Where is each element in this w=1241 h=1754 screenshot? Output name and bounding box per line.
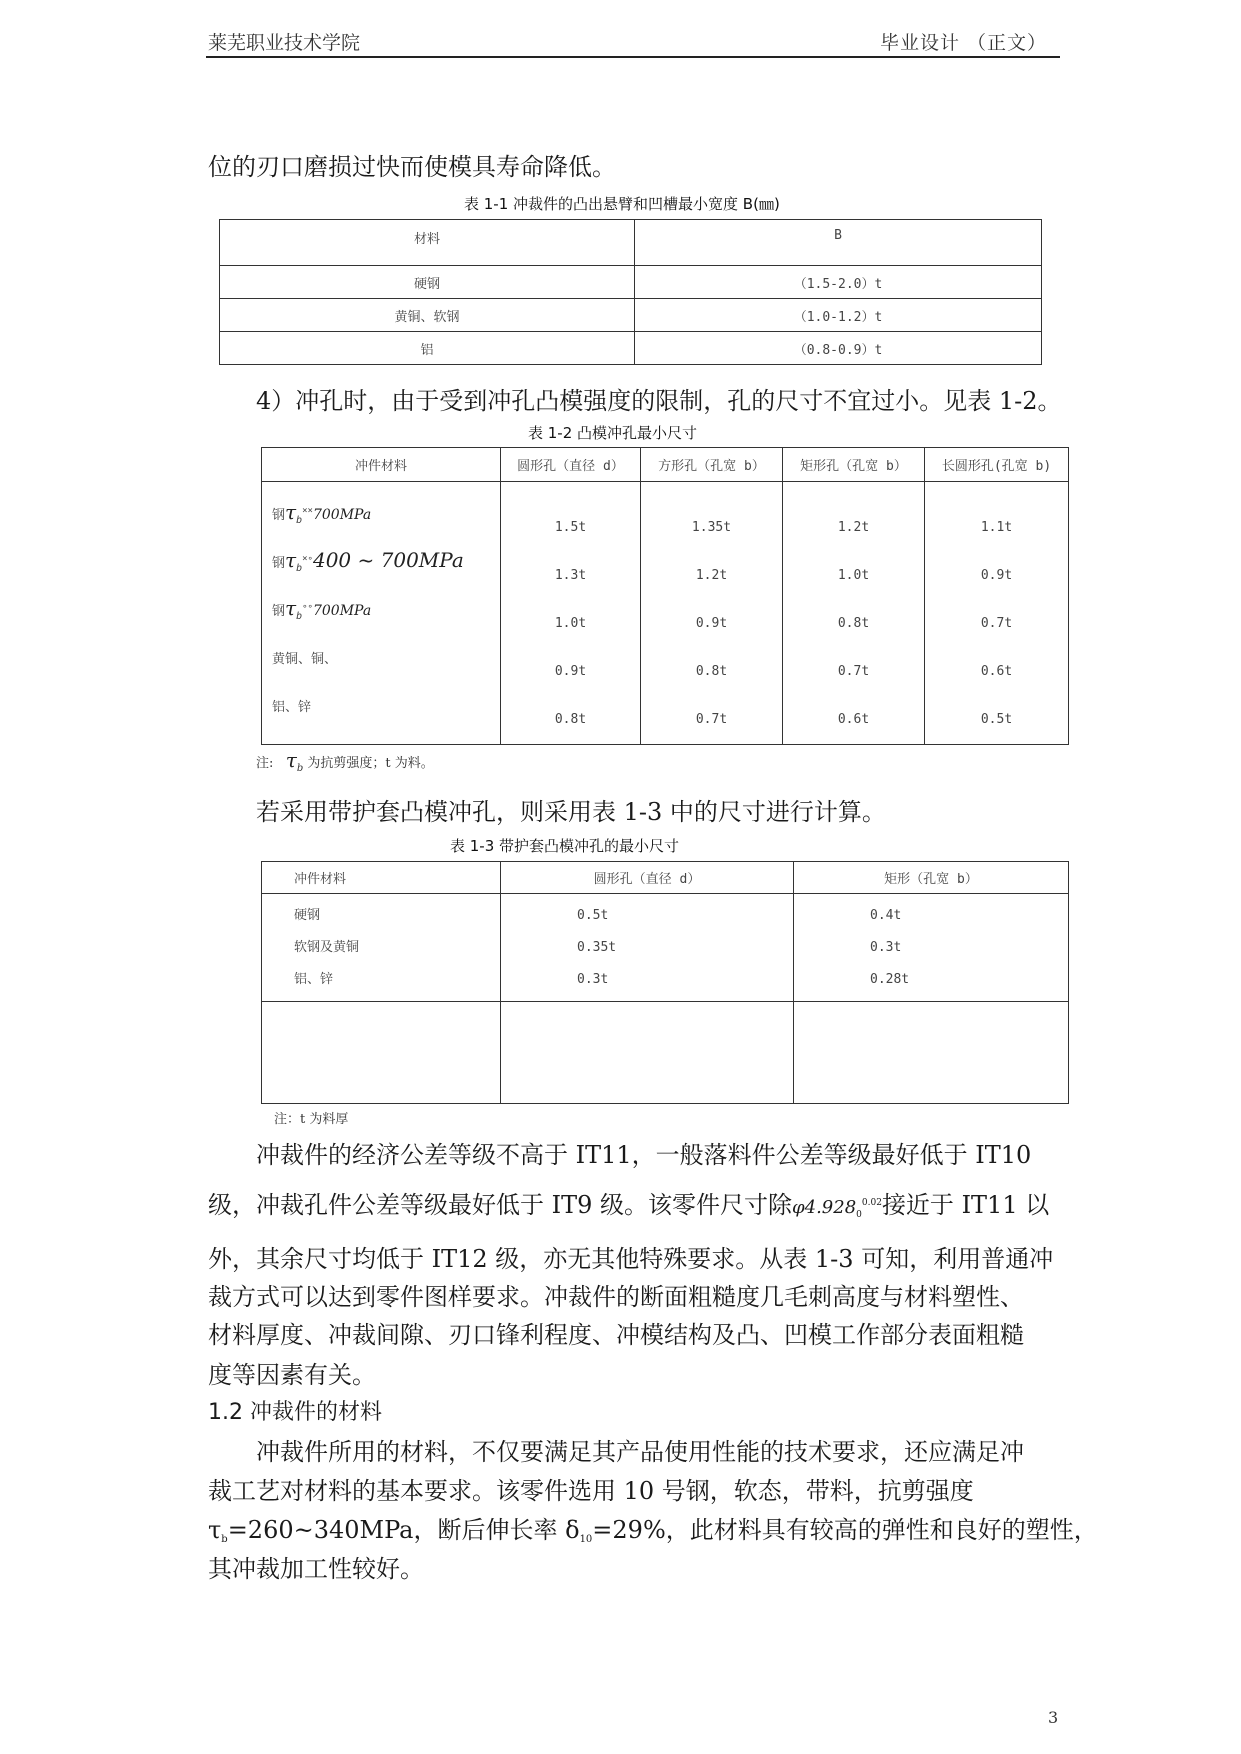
table2-cell: 0.7t: [980, 616, 1013, 631]
table3-cell: 0.4t: [870, 908, 902, 923]
tau-symbol: τ: [285, 748, 297, 772]
table3-header-cell: 矩形（孔宽 b）: [794, 862, 1069, 894]
header-rule: [206, 56, 1060, 58]
strength-value: 700MPa: [312, 603, 372, 619]
table2-body: [262, 482, 1069, 745]
table-row: [220, 332, 1042, 365]
dimension-lower-tolerance: 0: [856, 1210, 862, 1220]
comparison-mark: ×∘: [302, 554, 313, 564]
strength-value: 400 ~ 700MPa: [312, 548, 464, 572]
material-line-3: [208, 1515, 1098, 1555]
table2-header-row: [262, 448, 1069, 482]
table2: [261, 447, 1069, 745]
table3-cell: 软钢及黄铜: [294, 940, 360, 955]
table2-material-steel-low: [272, 596, 500, 644]
table2-note: [256, 748, 434, 774]
comparison-mark: ∘∘: [302, 602, 313, 612]
table3-header-cell: 圆形孔（直径 d）: [501, 862, 794, 894]
table2-square-column: [641, 482, 783, 745]
table2-cell: 0.8t: [837, 616, 870, 631]
table3-empty-cell: [262, 1002, 501, 1104]
table2-round-column: [501, 482, 641, 745]
table2-cell: 0.8t: [695, 664, 728, 679]
table2-cell: 1.2t: [695, 568, 728, 583]
material-text: =29%，此材料具有较高的弹性和良好的塑性，: [592, 1516, 1098, 1544]
table3-header-row: [262, 862, 1069, 894]
page-number: 3: [1048, 1708, 1059, 1727]
table3-material-column: [262, 894, 501, 1002]
table2-cell: 0.9t: [695, 616, 728, 631]
table1-caption: 表 1-1 冲裁件的凸出悬臂和凹槽最小宽度 B(㎜): [464, 195, 780, 213]
table3-empty-row: [262, 1002, 1069, 1104]
table1-cell: 硬钢: [220, 266, 635, 299]
tau-symbol: τ: [285, 548, 297, 572]
table2-cell: 0.5t: [980, 712, 1013, 727]
tau-subscript: b: [296, 563, 303, 574]
table3: [261, 861, 1069, 1104]
table2-header-cell: 矩形孔（孔宽 b）: [783, 448, 925, 482]
table3-cell: 硬钢: [294, 908, 321, 923]
table2-cell: 0.9t: [554, 664, 587, 679]
table1-cell: （0.8-0.9）t: [635, 332, 1042, 365]
table3-cell: 0.3t: [577, 972, 609, 987]
intro-paragraph: 位的刃口磨损过快而使模具寿命降低。: [208, 153, 616, 181]
tau-symbol: τ: [208, 1516, 222, 1544]
table2-material-aluminium: 铝、锌: [272, 700, 312, 715]
strength-value: 700MPa: [312, 507, 372, 523]
dimension-value: φ4.928: [792, 1197, 857, 1218]
table2-header-cell: 冲件材料: [262, 448, 501, 482]
table3-round-column: [501, 894, 794, 1002]
table-row: [220, 266, 1042, 299]
table3-cell: 0.35t: [577, 940, 617, 955]
table2-rect-column: [783, 482, 925, 745]
table2-cell: 1.3t: [554, 568, 587, 583]
tolerance-line-1: 冲裁件的经济公差等级不高于 IT11，一般落料件公差等级最好低于 IT10: [256, 1141, 1032, 1169]
table2-header-cell: 圆形孔（直径 d）: [501, 448, 641, 482]
table2-cell: 0.8t: [554, 712, 587, 727]
section-title: 1.2 冲裁件的材料: [208, 1400, 382, 1425]
table3-body: [262, 894, 1069, 1002]
table3-cell: 铝、锌: [294, 972, 334, 987]
table3-cell: 0.3t: [870, 940, 902, 955]
table2-cell: 1.0t: [554, 616, 587, 631]
table3-note: 注：t 为料厚: [274, 1112, 349, 1127]
tau-subscript: b: [221, 1534, 228, 1545]
table3-empty-cell: [794, 1002, 1069, 1104]
tau-symbol: τ: [285, 596, 297, 620]
table3-cell: 0.5t: [577, 908, 609, 923]
table2-material-steel-high: [272, 500, 500, 548]
material-prefix: 钢: [272, 508, 286, 523]
note-prefix: 注:: [256, 756, 274, 771]
comparison-mark: ××: [302, 506, 313, 516]
table1-cell: 黄铜、软钢: [220, 299, 635, 332]
tolerance-line-4: 裁方式可以达到零件图样要求。冲裁件的断面粗糙度几毛刺高度与材料塑性、: [208, 1283, 1024, 1311]
table2-cell: 0.9t: [980, 568, 1013, 583]
table-row: [220, 299, 1042, 332]
item4-paragraph: 4）冲孔时，由于受到冲孔凸模强度的限制，孔的尺寸不宜过小。见表 1-2。: [256, 387, 1062, 415]
table2-header-cell: 长圆形孔(孔宽 b): [925, 448, 1069, 482]
table3-header-cell: 冲件材料: [262, 862, 501, 894]
table3-cell: 0.28t: [870, 972, 910, 987]
tolerance-text: 级，冲裁孔件公差等级最好低于 IT9 级。该零件尺寸除: [208, 1191, 793, 1219]
tolerance-text: 接近于 IT11 以: [881, 1191, 1050, 1219]
tolerance-line-3: 外，其余尺寸均低于 IT12 级，亦无其他特殊要求。从表 1-3 可知，利用普通冲: [208, 1245, 1054, 1273]
table2-cell: 0.6t: [980, 664, 1013, 679]
tau-subscript: b: [296, 515, 303, 526]
table3-intro-paragraph: 若采用带护套凸模冲孔，则采用表 1-3 中的尺寸进行计算。: [256, 798, 886, 826]
table3-rect-column: [794, 894, 1069, 1002]
table2-header-cell: 方形孔（孔宽 b）: [641, 448, 783, 482]
table2-oblong-column: [925, 482, 1069, 745]
table1-header-row: [220, 220, 1042, 266]
table2-material-brass: 黄铜、铜、: [272, 652, 338, 667]
delta-subscript: 10: [579, 1534, 593, 1545]
table2-cell: 1.5t: [554, 520, 587, 535]
table2-cell: 1.2t: [837, 520, 870, 535]
tolerance-line-2: [208, 1188, 1049, 1230]
note-text: 为抗剪强度；t 为料。: [307, 756, 434, 771]
table2-cell: 0.6t: [837, 712, 870, 727]
table2-cell: 0.7t: [837, 664, 870, 679]
table1-header-material: 材料: [220, 220, 635, 266]
table2-cell: 1.0t: [837, 568, 870, 583]
table1-cell: （1.0-1.2）t: [635, 299, 1042, 332]
material-prefix: 钢: [272, 556, 286, 571]
tau-subscript: b: [296, 611, 303, 622]
table1-cell: （1.5-2.0）t: [635, 266, 1042, 299]
table2-material-steel-mid: [272, 548, 500, 596]
tolerance-line-5: 材料厚度、冲裁间隙、刃口锋利程度、冲模结构及凸、凹模工作部分表面粗糙: [208, 1321, 1024, 1349]
table3-caption: 表 1-3 带护套凸模冲孔的最小尺寸: [450, 837, 680, 855]
material-prefix: 钢: [272, 604, 286, 619]
material-line-1: 冲裁件所用的材料，不仅要满足其产品使用性能的技术要求，还应满足冲: [256, 1438, 1024, 1466]
tau-subscript: b: [296, 763, 304, 774]
tolerance-line-6: 度等因素有关。: [208, 1361, 376, 1389]
table2-caption: 表 1-2 凸模冲孔最小尺寸: [528, 424, 698, 442]
header-section: 毕业设计 （正文）: [880, 32, 1048, 54]
table3-empty-cell: [501, 1002, 794, 1104]
table1: [219, 219, 1042, 365]
table2-material-column: [262, 482, 501, 745]
material-line-2: 裁工艺对材料的基本要求。该零件选用 10 号钢，软态，带料，抗剪强度: [208, 1477, 974, 1505]
tau-symbol: τ: [285, 500, 297, 524]
material-text: =260~340MPa，断后伸长率 δ: [227, 1516, 580, 1544]
table2-cell: 0.7t: [695, 712, 728, 727]
header-school: 莱芜职业技术学院: [208, 32, 361, 54]
table1-cell: 铝: [220, 332, 635, 365]
dimension-upper-tolerance: 0.02: [861, 1198, 882, 1208]
table2-cell: 1.1t: [980, 520, 1013, 535]
table2-cell: 1.35t: [691, 520, 732, 535]
material-line-4: 其冲裁加工性较好。: [208, 1555, 424, 1583]
table1-header-b: B: [635, 220, 1042, 266]
